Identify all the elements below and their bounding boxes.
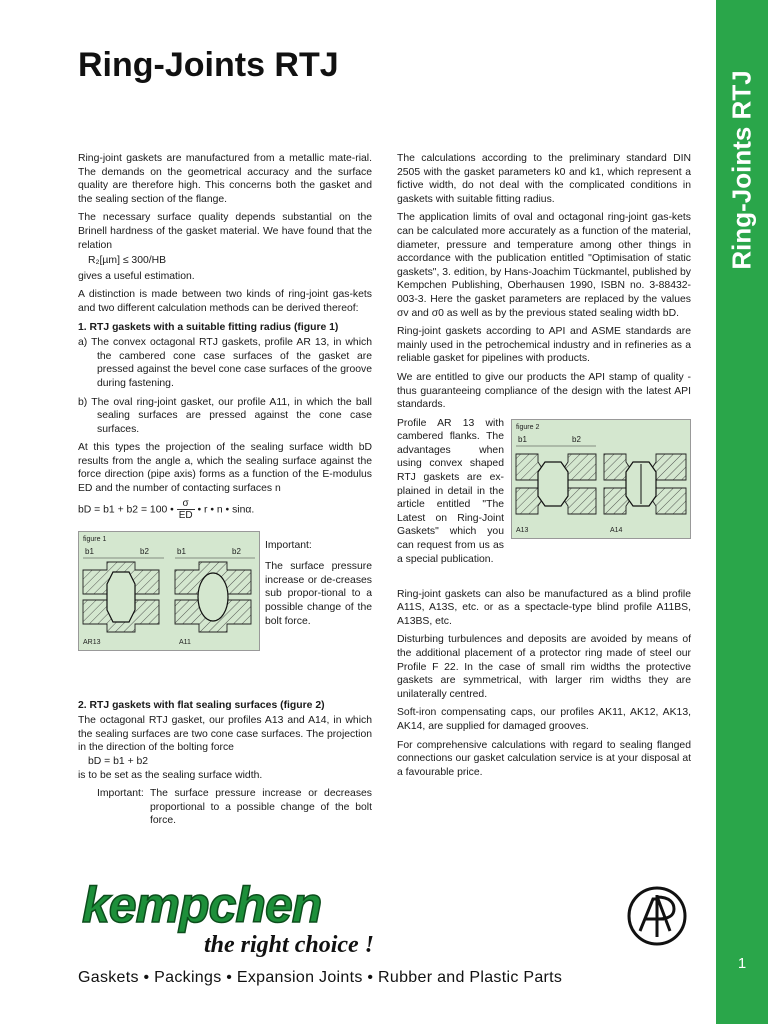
dimension-label: b1 xyxy=(85,546,94,556)
left-column xyxy=(78,152,372,833)
formula-sealing-width xyxy=(78,498,372,521)
important-note xyxy=(265,539,372,637)
paragraph: The octagonal RTJ gasket, our profiles A13 and A14, in which the sealing surfaces are two cone case surfaces. The projection in the direction of the bolting force xyxy=(78,715,372,754)
paragraph: The application limits of oval and octagonal ring-joint gas-kets can be calculated more accurately as a function of the material, diameter, pressure and temperature among other things in accordance with the publication entitled "Optimisation of static gaskets", 3. edition, by Hans-Joachim Tückmantel, published by Kempchen Publishing, Oberhausen 1990, ISBN no. 3-88432-003-3. Here the gasket parameters are replaced by the values σv and σ0 as well as by the previous stated sealing width bD. xyxy=(397,212,692,319)
figure-1-row xyxy=(78,531,372,681)
paragraph: The calculations according to the preliminary standard DIN 2505 with the gasket parameters k0 and k1, which represent a fictive width, do not deal with the complicated conditions in gaskets with suitable fitting radius. xyxy=(397,153,691,205)
side-title-text: Ring-Joints RTJ xyxy=(726,70,757,270)
logo-wordmark: kempchen xyxy=(82,877,322,933)
paragraph: We are entitled to give our products the API stamp of quality - thus guaranteeing compliance of the design with the latest API standards. xyxy=(397,371,691,411)
formula-sealing-width-flat: bD = b1 + b2 xyxy=(88,756,149,768)
section-heading: 2. RTJ gaskets with flat sealing surfaces (figure 2) xyxy=(78,699,325,711)
api-monogram-icon xyxy=(626,885,688,947)
dimension-label: b2 xyxy=(140,546,149,556)
paragraph: Ring-joint gaskets are manufactured from a metallic mate-rial. The demands on the geometrical accuracy and the surface quality are therefore high. This concerns both the gasket and the sealing section of the flange. xyxy=(78,153,372,205)
dimension-label: b2 xyxy=(572,434,581,444)
paragraph: gives a useful estimation. xyxy=(78,270,195,282)
list-item: a) The convex octagonal RTJ gaskets, profile AR 13, in which the cambered cone case surfaces of the gasket are pressed against the bevel cone case surfaces of the groove during fastening. xyxy=(78,337,372,389)
section-heading: 1. RTJ gaskets with a suitable fitting radius (figure 1) xyxy=(78,321,339,333)
formula-part: bD = b1 + b2 = 100 • xyxy=(78,503,174,515)
figure-caption: figure 1 xyxy=(83,535,107,543)
figure-label: A14 xyxy=(610,526,623,534)
paragraph: At this types the projection of the sealing surface width bD results from the angle a, which the sealing surface against the force direction (pipe axis) forms as a function of the E-modulus ED and the number of contacting surfaces n xyxy=(78,442,372,495)
dimension-label: b1 xyxy=(518,434,527,444)
paragraph: Ring-joint gaskets according to API and ASME standards are mainly used in the petrochemical industry and in refineries as a reliable gasket for pipelines with products. xyxy=(397,326,691,365)
figure-label: A13 xyxy=(516,526,529,534)
figure-2 xyxy=(511,419,691,539)
important-text: The surface pressure increase or de-creases sub propor-tional to a possible change of the bolt force. xyxy=(265,561,372,627)
right-column xyxy=(397,152,691,784)
important-text: The surface pressure increase or decreases proportional to a possible change of the bolt force. xyxy=(150,788,372,827)
dimension-label: b2 xyxy=(232,546,241,556)
paragraph: Soft-iron compensating caps, our profiles AK11, AK12, AK13, AK14, are supplied for damaged grooves. xyxy=(397,707,691,733)
important-title: Important: xyxy=(265,539,312,551)
dimension-label: b1 xyxy=(177,546,186,556)
paragraph: Profile AR 13 with cambered flanks. The advantages when using convex shaped RTJ gaskets are ex-plained in detail in the article entitled "The Latest on Ring-Joint Gaskets" which you can request from us as a special publication. xyxy=(397,417,504,565)
paragraph: The necessary surface quality depends substantial on the Brinell hardness of the gasket material. We have found that the relation xyxy=(78,212,372,251)
figure-label: A11 xyxy=(179,638,191,646)
figure-2-row xyxy=(397,417,691,582)
side-title xyxy=(716,0,768,400)
figure-caption: figure 2 xyxy=(516,423,540,431)
paragraph: Disturbing turbulences and deposits are avoided by means of the additional placement of a protector ring made of steel our Profile F 22. In the case of small rim widths the protective gaskets are symmetrical, with larger rim widths they are unilaterally centred. xyxy=(397,634,691,700)
oval-gasket xyxy=(198,573,228,621)
important-note-2 xyxy=(78,787,372,828)
formula-fraction xyxy=(177,498,195,521)
paragraph: is to be set as the sealing surface width. xyxy=(78,769,263,781)
octagonal-gasket xyxy=(107,572,135,622)
formula-roughness: R₂[µm] ≤ 300/HB xyxy=(88,255,167,267)
page-number: 1 xyxy=(737,955,747,972)
paragraph: For comprehensive calculations with regard to sealing flanged connections our gasket calculation service is at your disposal at a favourable price. xyxy=(397,739,691,778)
important-title: Important: xyxy=(97,788,144,800)
octagonal-gasket xyxy=(538,462,568,506)
figure-label: AR13 xyxy=(83,638,101,646)
fraction-denominator: ED xyxy=(178,509,193,521)
footer-tagline: Gaskets • Packings • Expansion Joints • Rubber and Plastic Parts xyxy=(78,969,563,986)
kempchen-logo xyxy=(80,876,400,960)
fraction-numerator: σ xyxy=(177,498,195,510)
figure-1-drawing xyxy=(79,532,259,650)
paragraph: Ring-joint gaskets can also be manufactured as a blind profile A11S, A13S, etc. or as a spectacle-type blind profile A11BS, A13BS, etc. xyxy=(397,588,691,627)
figure-1 xyxy=(78,531,260,651)
paragraph: A distinction is made between two kinds of ring-joint gas-kets and two different calculation methods can be derived thereof: xyxy=(78,289,372,314)
figure-2-drawing xyxy=(512,420,690,538)
page-title: Ring-Joints RTJ xyxy=(78,46,339,84)
logo-tagline: the right choice ! xyxy=(204,932,375,958)
list-item: b) The oval ring-joint gasket, our profile A11, in which the ball sealing surfaces are pressed against the cone case surfaces. xyxy=(78,396,372,435)
formula-part: • r • n • sinα. xyxy=(197,503,255,515)
